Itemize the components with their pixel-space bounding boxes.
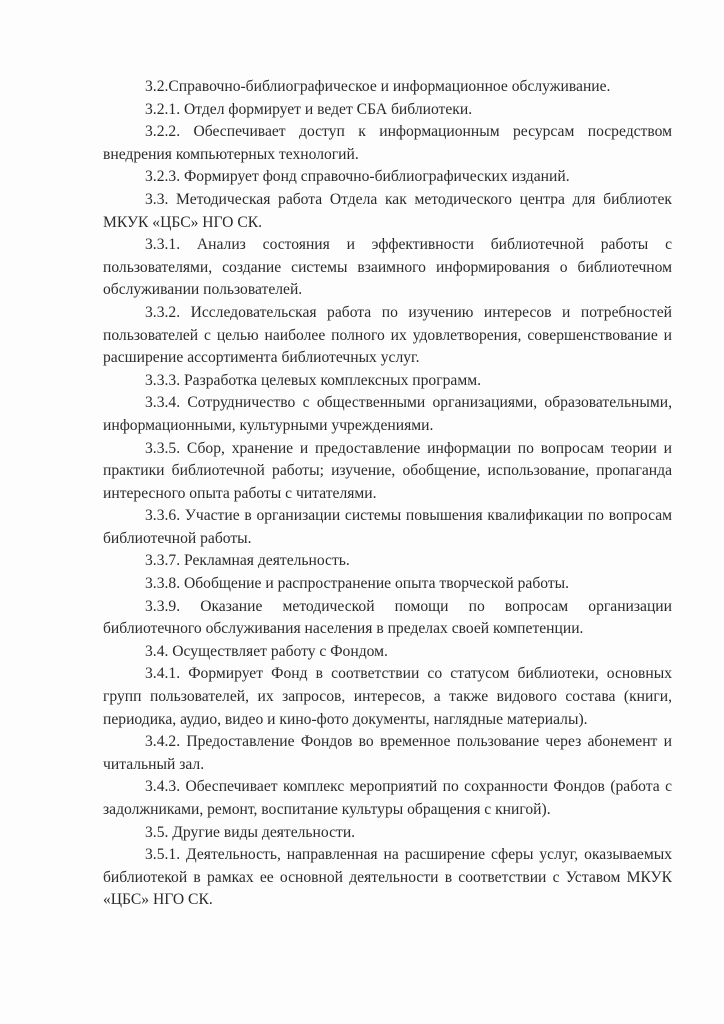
- paragraph-3-3-3: 3.3.3. Разработка целевых комплексных программ.: [145, 371, 481, 389]
- paragraph-3-2: 3.2.Справочно-библиографическое и информационное обслуживание.: [145, 78, 611, 95]
- paragraph-3-5-1: 3.5.1. Деятельность, направленная на расширение сферы услуг, оказываемых библиотекой в рамках ее основной деятельности в соответствии с Уставом МКУК «ЦБС» НГО СК.: [103, 846, 672, 909]
- document-body: [103, 76, 672, 912]
- paragraph-3-4-3: 3.4.3. Обеспечивает комплекс мероприятий по сохранности Фондов (работа с задолжниками, ремонт, воспитание культуры обращения с книгой).: [103, 778, 672, 818]
- paragraph-3-3-6: 3.3.6. Участие в организации системы повышения квалификации по вопросам библиотечной работы.: [103, 507, 672, 547]
- paragraph-3-4: 3.4. Осуществляет работу с Фондом.: [145, 642, 388, 660]
- paragraph-3-3-2: 3.3.2. Исследовательская работа по изучению интересов и потребностей пользователей с целью наиболее полного их удовлетворения, совершенствование и расширение ассортимента библиотечных услуг.: [103, 303, 672, 367]
- paragraph-3-3-8: 3.3.8. Обобщение и распространение опыта творческой работы.: [145, 575, 570, 593]
- paragraph-3-2-2: 3.2.2. Обеспечивает доступ к информационным ресурсам посредством внедрения компьютерных технологий.: [103, 123, 672, 163]
- paragraph-3-3-7: 3.3.7. Рекламная деятельность.: [145, 552, 350, 570]
- paragraph-3-2-1: 3.2.1. Отдел формирует и ведет СБА библиотеки.: [145, 100, 473, 118]
- paragraph-3-3-5: 3.3.5. Сбор, хранение и предоставление информации по вопросам теории и практики библиотечной работы; изучение, обобщение, использование, пропаганда интересного опыта работы с читателями.: [103, 439, 672, 502]
- paragraph-3-3-1: 3.3.1. Анализ состояния и эффективности библиотечной работы с пользователями, создание системы взаимного информирования о библиотечном обслуживании пользователей.: [103, 236, 672, 299]
- paragraph-3-2-3: 3.2.3. Формирует фонд справочно-библиографических изданий.: [145, 168, 570, 186]
- paragraph-3-4-1: 3.4.1. Формирует Фонд в соответствии со статусом библиотеки, основных групп пользователей, их запросов, интересов, а также видового состава (книги, периодика, аудио, видео и кино-фото документы, наглядные материалы).: [103, 665, 672, 728]
- paragraph-3-3-9: 3.3.9. Оказание методической помощи по вопросам организации библиотечного обслуживания населения в пределах своей компетенции.: [103, 597, 672, 638]
- paragraph-3-3: 3.3. Методическая работа Отдела как методического центра для библиотек МКУК «ЦБС» НГО СК.: [103, 190, 672, 231]
- paragraph-3-5: 3.5. Другие виды деятельности.: [145, 823, 356, 841]
- paragraph-3-3-4: 3.3.4. Сотрудничество с общественными организациями, образовательными, информационными, культурными учреждениями.: [103, 394, 672, 434]
- paragraph-3-4-2: 3.4.2. Предоставление Фондов во временное пользование через абонемент и читальный зал.: [103, 733, 672, 773]
